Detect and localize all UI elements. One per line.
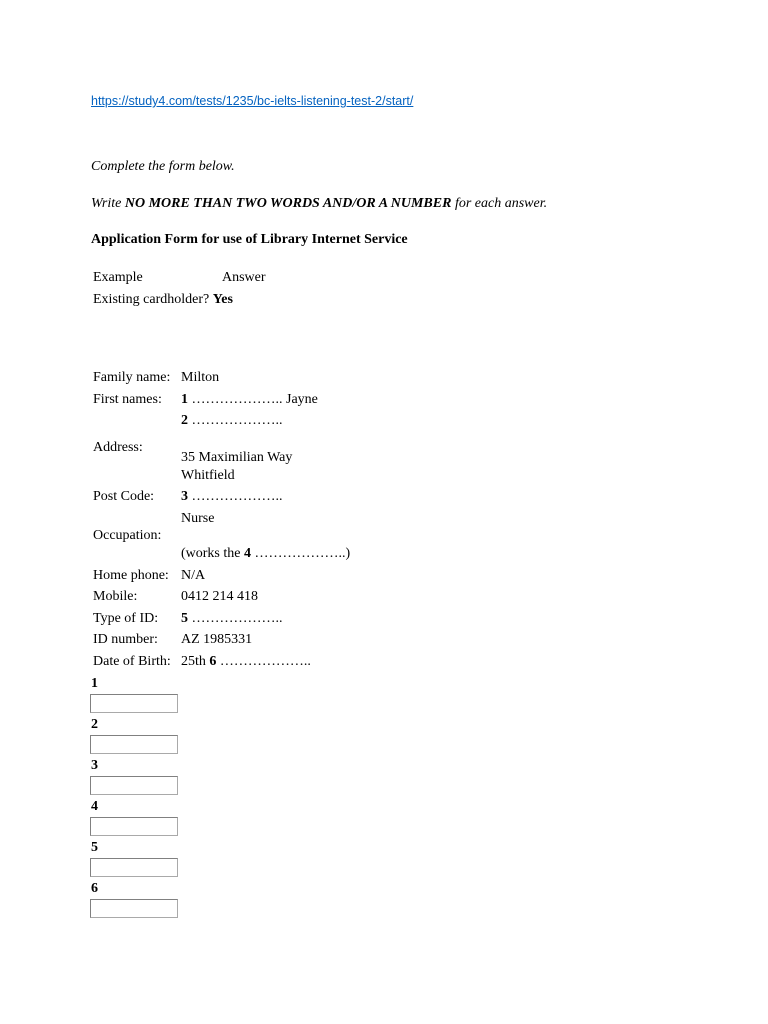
instruction-emphasis: NO MORE THAN TWO WORDS AND/OR A NUMBER [124,196,452,211]
form-title: Application Form for use of Library Internet Service [91,232,408,247]
home-phone-value: N/A [181,568,206,583]
example-header-right: Answer [222,270,266,285]
occupation-works-prefix: (works the [181,546,244,561]
question-2-line [181,413,283,429]
question-5-line [181,611,283,627]
dob-prefix: 25th [181,654,210,669]
post-code-label: Post Code: [93,489,155,504]
example-row [93,292,233,308]
occupation-label: Occupation: [93,528,162,543]
question-1-number: 1 [181,392,188,407]
mobile-value: 0412 214 418 [181,589,258,604]
instruction-line-1: Complete the form below. [91,159,235,174]
question-3-line [181,489,283,505]
answer-3-input[interactable] [90,776,178,795]
dob-label: Date of Birth: [93,654,171,669]
instruction-line-2 [91,196,547,212]
mobile-label: Mobile: [93,589,138,604]
question-2-number: 2 [181,413,188,428]
example-answer: Yes [212,292,233,307]
answer-6-label: 6 [91,881,98,896]
instruction-suffix: for each answer. [451,196,548,211]
example-header-left: Example [93,270,143,285]
question-4-number: 4 [244,546,251,561]
question-1-blank: ……………….. Jayne [188,392,318,407]
answer-2-label: 2 [91,717,98,732]
family-name-value: Milton [181,370,220,385]
question-4-line [181,546,350,562]
question-6-blank: ……………….. [216,654,311,669]
id-number-label: ID number: [93,632,158,647]
answer-6-input[interactable] [90,899,178,918]
answer-2-input[interactable] [90,735,178,754]
id-type-label: Type of ID: [93,611,159,626]
answer-4-label: 4 [91,799,98,814]
occupation-value: Nurse [181,511,215,526]
answer-5-label: 5 [91,840,98,855]
question-5-number: 5 [181,611,188,626]
question-6-number: 6 [209,654,217,669]
home-phone-label: Home phone: [93,568,169,583]
id-number-value: AZ 1985331 [181,632,253,647]
address-line-1: 35 Maximilian Way [181,450,293,465]
instruction-prefix: Write [91,196,125,211]
first-names-label: First names: [93,392,162,407]
source-link[interactable]: https://study4.com/tests/1235/bc-ielts-listening-test-2/start/ [91,94,414,108]
address-label: Address: [93,440,143,455]
occupation-works-suffix: ………………..) [251,546,351,561]
question-3-number: 3 [181,489,188,504]
answer-5-input[interactable] [90,858,178,877]
address-line-2: Whitfield [181,468,235,483]
question-1-line [181,392,318,408]
answer-3-label: 3 [91,758,98,773]
example-question: Existing cardholder? [93,292,210,307]
question-2-blank: ……………….. [188,413,283,428]
answer-1-label: 1 [91,676,98,691]
question-3-blank: ……………….. [188,489,283,504]
answer-1-input[interactable] [90,694,178,713]
answer-4-input[interactable] [90,817,178,836]
question-6-line [181,654,311,670]
family-name-label: Family name: [93,370,171,385]
question-5-blank: ……………….. [188,611,283,626]
